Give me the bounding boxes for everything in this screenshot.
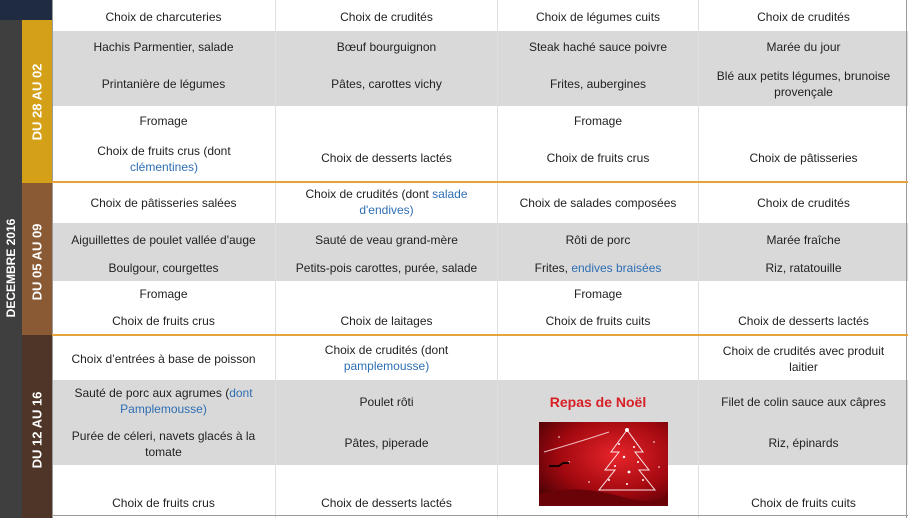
- menu-cell: Choix de crudités: [757, 10, 850, 24]
- menu-text-blue: endives braisées: [571, 261, 662, 275]
- menu-cell: Choix de fruits cuits: [751, 496, 856, 510]
- menu-cell: Choix d’entrées à base de poisson: [71, 352, 256, 366]
- menu-text: Choix de fruits crus (dont: [97, 144, 231, 158]
- menu-cell: Choix de pâtisseries: [749, 151, 858, 165]
- menu-cell: Aiguillettes de poulet vallée d'auge: [71, 233, 256, 247]
- menu-cell: Fromage: [573, 287, 623, 301]
- menu-cell: Choix de crudités: [340, 10, 433, 24]
- menu-cell: Choix de desserts lactés: [321, 496, 452, 510]
- month-label: DECEMBRE 2016: [4, 218, 18, 318]
- menu-cell: Choix de laitages: [340, 314, 433, 328]
- menu-cell: Choix de crudités: [757, 196, 850, 210]
- menu-cell: Choix de fruits crus: [112, 314, 215, 328]
- menu-cell: [310, 342, 463, 376]
- menu-cell: Rôti de porc: [565, 233, 631, 247]
- top-band: [0, 0, 52, 20]
- christmas-tree-icon: [539, 422, 668, 506]
- menu-cell: Choix de charcuteries: [105, 10, 222, 24]
- menu-cell: Fromage: [573, 114, 623, 128]
- table-bottom-border: [52, 515, 908, 516]
- menu-cell: Choix de fruits crus: [546, 151, 650, 165]
- menu-cell: Filet de colin sauce aux câpres: [721, 395, 886, 409]
- menu-cell: Choix de pâtisseries salées: [90, 196, 237, 210]
- menu-cell: Riz, ratatouille: [765, 261, 842, 275]
- menu-text-blue: salade d'endives): [359, 187, 468, 217]
- menu-text: Frites,: [534, 261, 568, 275]
- christmas-title: Repas de Noël: [549, 394, 647, 410]
- menu-cell: Pâtes, carottes vichy: [331, 77, 442, 91]
- week3-label: DU 12 AU 16: [29, 391, 45, 469]
- menu-cell: Printanière de légumes: [101, 77, 226, 91]
- week-separator: [52, 181, 908, 183]
- christmas-tree-image: [539, 422, 668, 506]
- menu-cell: Pâtes, piperade: [344, 436, 429, 450]
- menu-cell: Marée fraîche: [766, 233, 841, 247]
- menu-cell: [62, 385, 265, 419]
- menu-cell: Choix de salades composées: [519, 196, 677, 210]
- week1-label: DU 28 AU 02: [29, 63, 45, 141]
- menu-cell: Bœuf bourguignon: [336, 40, 437, 54]
- week2-label: DU 05 AU 09: [29, 223, 45, 301]
- menu-cell: Hachis Parmentier, salade: [93, 40, 234, 54]
- menu-cell: Choix de desserts lactés: [738, 314, 869, 328]
- menu-cell: Choix de fruits crus: [112, 496, 215, 510]
- menu-cell: Choix de desserts lactés: [321, 151, 452, 165]
- menu-text-blue: pamplemousse): [343, 359, 430, 373]
- menu-cell: Fromage: [139, 287, 188, 301]
- menu-cell: [80, 142, 248, 177]
- menu-cell: Frites, aubergines: [549, 77, 647, 91]
- menu-text-blue: dont Pamplemousse): [120, 386, 253, 416]
- menu-cell: Choix de fruits cuits: [545, 314, 651, 328]
- week-separator: [52, 334, 908, 336]
- menu-text: Sauté de porc aux agrumes (: [74, 386, 230, 400]
- menu-text-blue: clémentines): [129, 160, 199, 174]
- menu-cell: Sauté de veau grand-mère: [315, 233, 458, 247]
- menu-cell: [290, 186, 483, 220]
- menu-cell: Purée de céleri, navets glacés à la tomate: [71, 429, 256, 459]
- menu-cell: Fromage: [139, 114, 188, 128]
- menu-cell: Choix de crudités avec produit laitier: [722, 344, 885, 374]
- menu-cell: Riz, épinards: [768, 436, 839, 450]
- menu-cell: Choix de légumes cuits: [535, 10, 661, 24]
- menu-cell: Blé aux petits légumes, brunoise provençale: [716, 69, 891, 99]
- menu-text: Choix de crudités (dont: [305, 187, 433, 201]
- menu-text: Choix de crudités (dont: [324, 343, 449, 357]
- menu-cell: Steak haché sauce poivre: [528, 40, 668, 54]
- menu-cell: [498, 259, 698, 277]
- menu-cell: Poulet rôti: [359, 395, 414, 409]
- menu-cell: Marée du jour: [766, 40, 841, 54]
- menu-cell: Boulgour, courgettes: [108, 261, 219, 275]
- menu-cell: Petits-pois carottes, purée, salade: [295, 261, 478, 275]
